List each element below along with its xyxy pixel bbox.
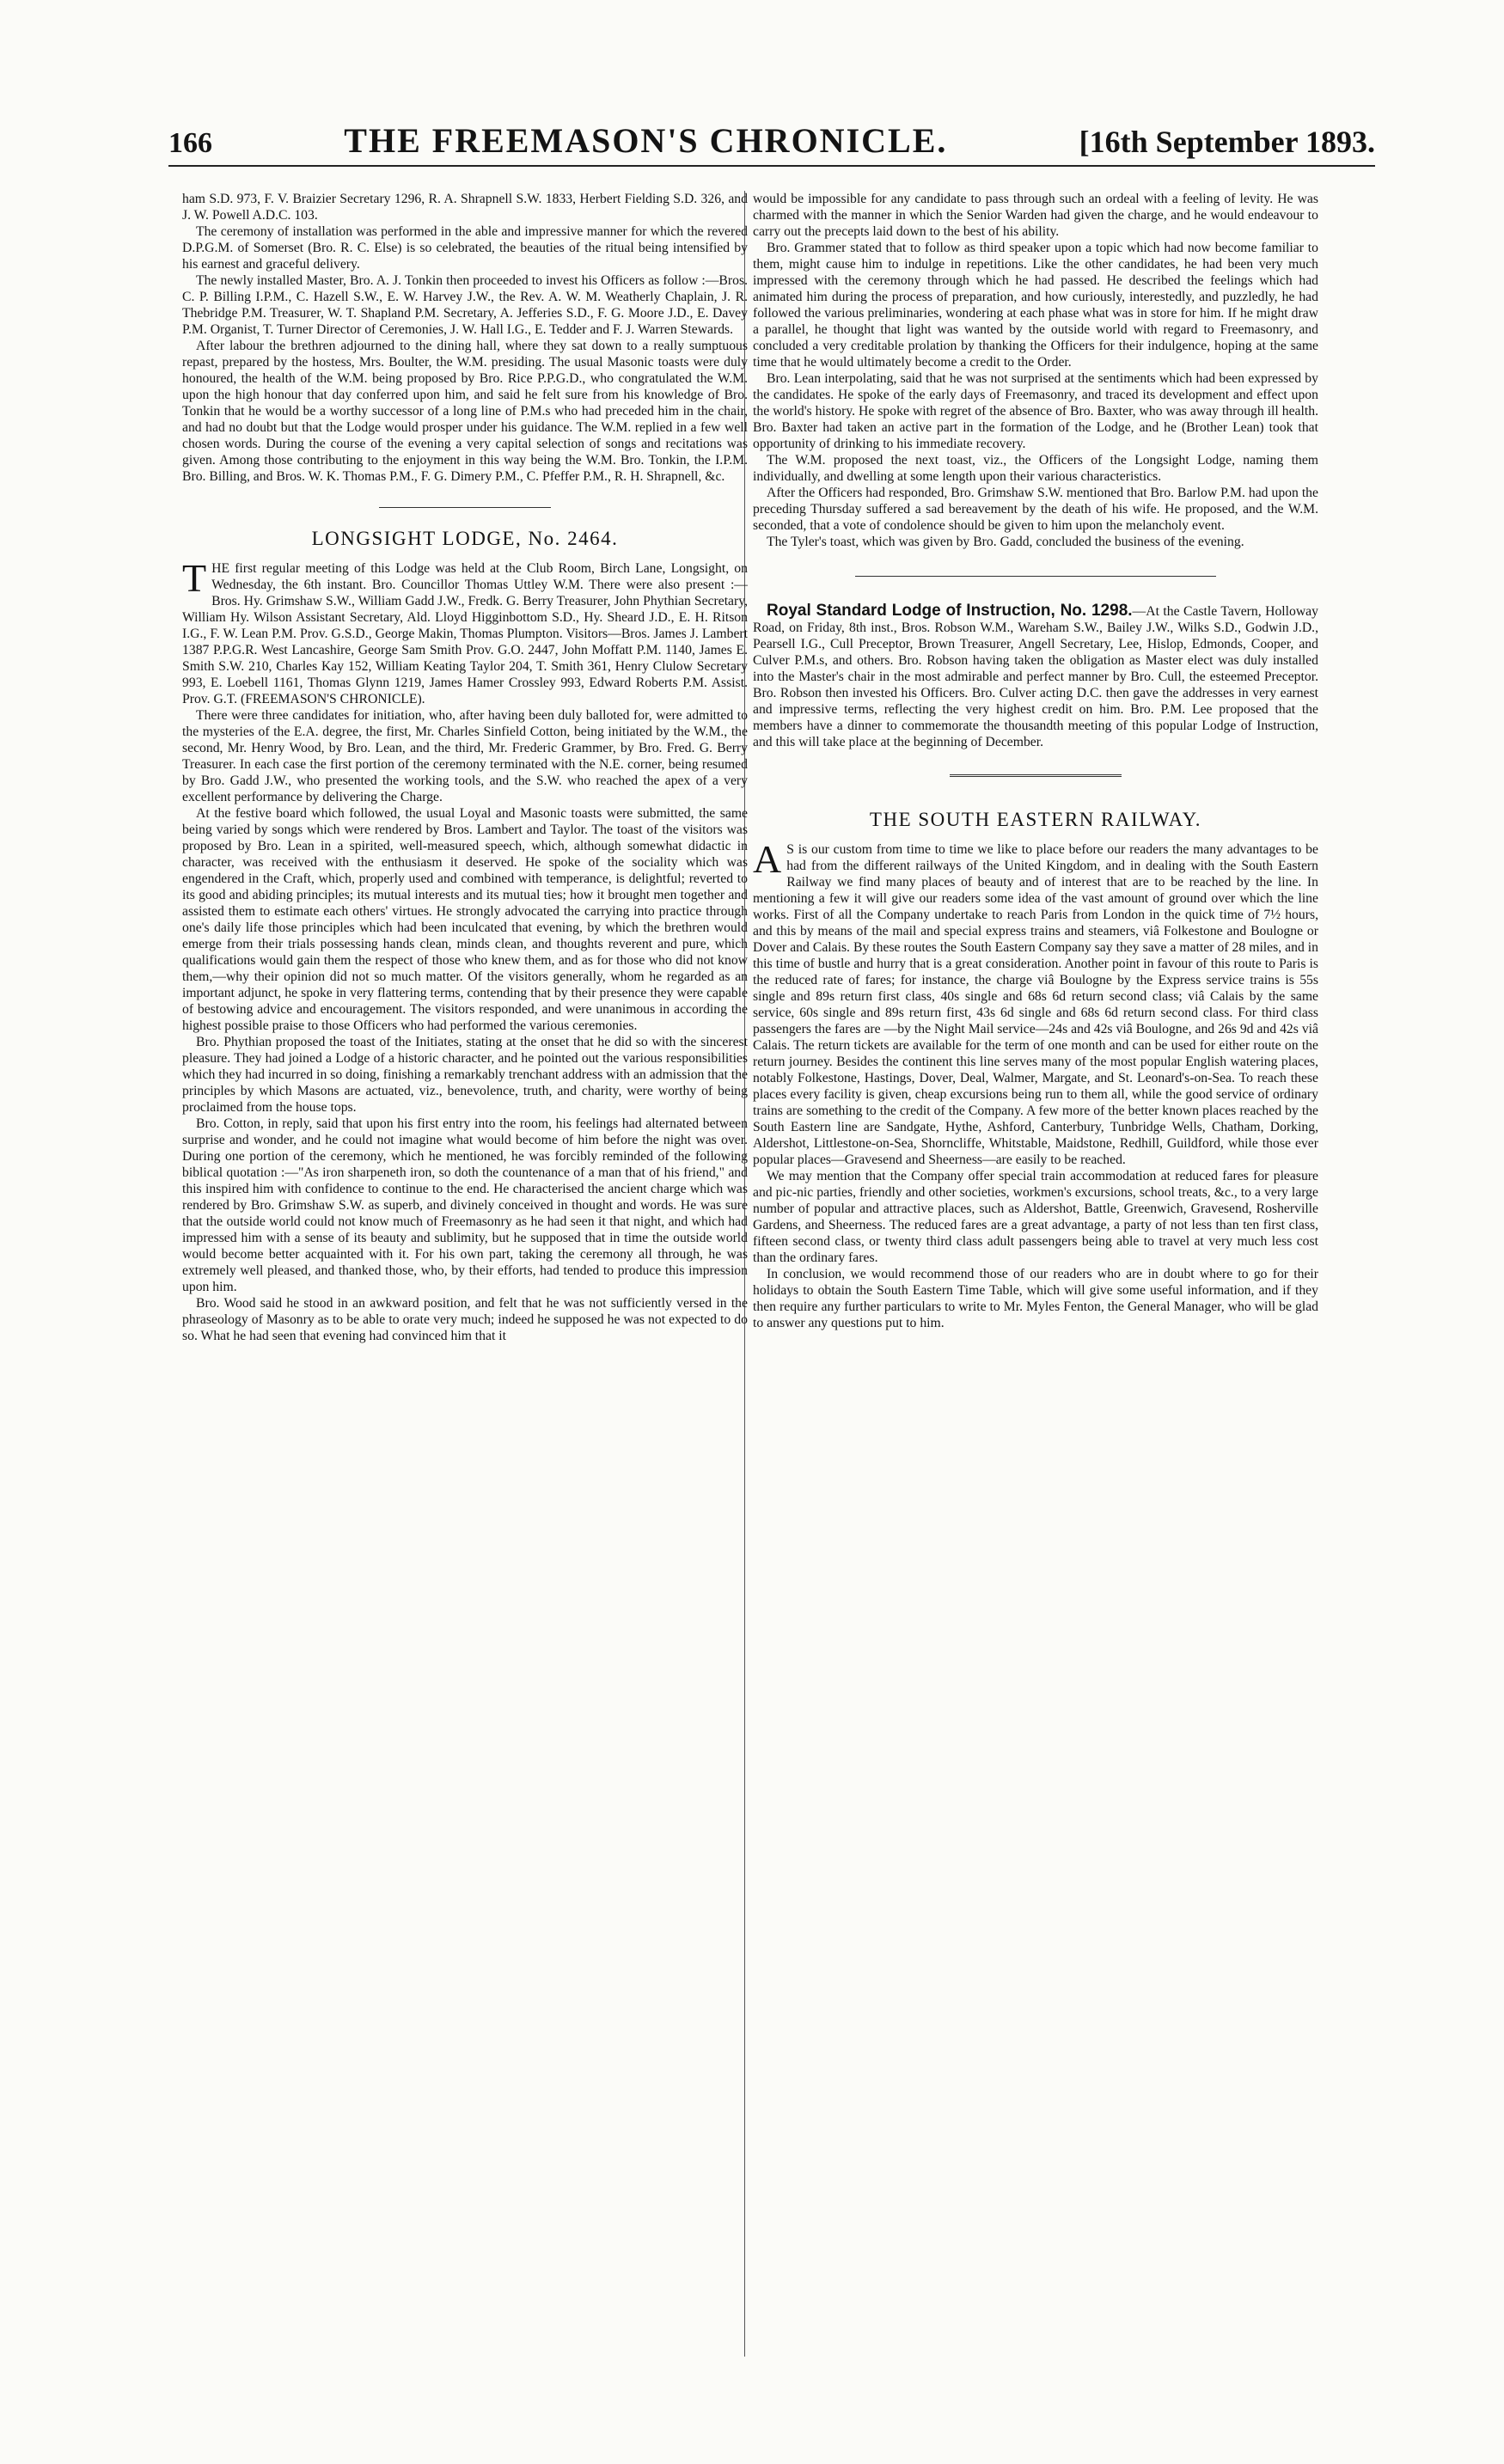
article-paragraph: The W.M. proposed the next toast, viz., the Officers of the Longsight Lodge, naming them individually, and dwelling at some length upon their various characteristics.: [753, 453, 1318, 484]
article-paragraph: The newly installed Master, Bro. A. J. Tonkin then proceeded to invest his Officers as follow :—Bros. C. P. Billing I.P.M., C. Hazell S.W., E. W. Harvey J.W., the Rev. A. W. M. Weatherly Chaplain, J. R. Thebridge P.M. Treasurer, W. T. Shapland P.M. Secretary, A. Jefferies S.D., F. G. Moore J.D., E. Davey P.M. Organist, T. Turner Director of Ceremonies, J. W. Hall I.G., E. Tedder and F. J. Warren Stewards.: [182, 273, 748, 337]
issue-date: [16th September 1893.: [1079, 125, 1375, 159]
article-paragraph: The ceremony of installation was performed in the able and impressive manner for which the revered D.P.G.M. of Somerset (Bro. R. C. Else) is so celebrated, the beauties of the ritual being intensified by his earnest and graceful delivery.: [182, 224, 748, 272]
drop-cap: A: [753, 837, 782, 881]
article-opening: S is our custom from time to time we like to place before our readers the many advantages to be had from the different railways of the United Kingdom, and in dealing with the South Eastern Railway we find many places of beauty and of interest that are to be reached by the line. In mentioning a few it will give our readers some idea of the vast amount of ground over which the line works. First of all the Company undertake to reach Paris from London in the quick time of 7½ hours, and this by means of the mail and special express trains and steamers, viâ Folkestone and Boulogne or Dover and Calais. By these routes the South Eastern Company say they save a matter of 28 miles, and in this time of bustle and hurry that is a great consideration. Another point in favour of this route to Paris is the reduced rate of fares; for instance, the charge viâ Boulogne by the Express service trains is 55s single and 89s return first class, 40s single and 68s 6d return second class; viâ Calais by the same service, 60s single and 89s return first, 43s 6d single and 68s 6d return second class. For third class passengers the fares are —by the Night Mail service—24s and 42s viâ Boulogne, and 26s 9d and 42s viâ Calais. The return tickets are available for the term of one month and can be used for either route on the return journey. Besides the continent this line serves many of the most popular English watering places, notably Folkestone, Hastings, Dover, Deal, Walmer, Margate, and St. Leonard's-on-Sea. To reach these places every facility is given, cheap excursions being run to them all, while the good service of ordinary trains are something to the credit of the Company. A few more of the better known places reached by the South Eastern line are Sandgate, Hythe, Ashford, Canterbury, Tunbridge Wells, Chatham, Dorking, Aldershot, Littlestone-on-Sea, Shorncliffe, Whitstable, Maidstone, Redhill, Guildford, while those ever popular places—Gravesend and Sheerness—are easily to be reached.: [753, 842, 1318, 1167]
article-paragraph: After labour the brethren adjourned to the dining hall, where they sat down to a really sumptuous repast, prepared by the hostess, Mrs. Boulter, the W.M. presiding. The usual Masonic toasts were duly honoured, the health of the W.M. being proposed by Bro. Rice P.P.G.D., who congratulated the W.M. upon the high honour that day conferred upon him, and said he felt sure from his knowledge of Bro. Tonkin that he would be a worthy successor of a long line of P.M.s who had preceded him in the chair, and had no doubt but that the Lodge would prosper under his guidance. The W.M. replied in a few well chosen words. During the course of the evening a very capital selection of songs and recitations was given. Among those contributing to the enjoyment in this way being the W.M. Bro. Tonkin, the I.P.M. Bro. Billing, and Bros. W. K. Thomas P.M., F. G. Dimery P.M., C. Pfeffer P.M., R. H. Shrapnell, &c.: [182, 339, 748, 484]
article-paragraph: Bro. Wood said he stood in an awkward position, and felt that he was not sufficiently versed in the phraseology of Masonry as to be able to orate very much; indeed he supposed he was not expected to do so. What he had seen that evening had convinced him that it: [182, 1296, 748, 1343]
section-rule: [855, 576, 1216, 577]
masthead: [168, 120, 1375, 167]
article-opening: HE first regular meeting of this Lodge was held at the Club Room, Birch Lane, Longsight, on Wednesday, the 6th instant. Bro. Councillor Thomas Uttley W.M. There were also present :— Bros. Hy. Grimshaw S.W., William Gadd J.W., Fredk. G. Berry Treasurer, John Phythian Secretary, William Hy. Wilson Assistant Secretary, Ald. Lloyd Higginbottom S.D., Hy. Sheard J.D., E. H. Ritson I.G., F. W. Lean P.M. Prov. G.S.D., George Makin, Thomas Plumpton. Visitors—Bros. James J. Lambert 1387 P.P.G.R. West Lancashire, George Sam Smith Prov. G.O. 2447, John Moffatt P.M. 1140, James E. Smith S.W. 210, Charles Kay 152, William Keating Taylor 204, T. Smith 361, Henry Clulow Secretary 993, E. Loebell 1161, Thomas Glynn 1219, James Hamer Crossley 993, Edward Roberts P.M. Assist. Prov. G.T. (FREEMASON'S CHRONICLE).: [182, 561, 748, 706]
publication-title: THE FREEMASON'S CHRONICLE.: [344, 121, 948, 160]
longsight-lodge-heading: LONGSIGHT LODGE, No. 2464.: [311, 528, 619, 549]
page-number: 166: [168, 127, 212, 159]
south-eastern-heading: THE SOUTH EASTERN RAILWAY.: [869, 809, 1202, 830]
article-paragraph: Bro. Lean interpolating, said that he was not surprised at the sentiments which had been expressed by the candidates. He spoke of the early days of Freemasonry, and traced its development and effect upon the world's history. He spoke with regret of the absence of Bro. Baxter, who was away through ill health. Bro. Baxter had taken an active part in the formation of the Lodge, and he (Brother Lean) took that opportunity of drinking to his immediate recovery.: [753, 371, 1318, 451]
royal-standard-body: —At the Castle Tavern, Holloway Road, on Friday, 8th inst., Bros. Robson W.M., Wareham S.W., Bailey J.W., Wilks S.D., Godwin J.D., Pearsell I.G., Cull Preceptor, Brown Treasurer, Angell Secretary, Lee, Hislop, Edmonds, Cooper, and Culver P.M.s, and others. Bro. Robson having taken the obligation as Master elect was duly installed into the Master's chair in the most admirable and perfect manner by Bro. Cull, the esteemed Preceptor. Bro. Robson then invested his Officers. Bro. Culver acting D.C. then gave the addresses in very earnest and impressive terms, reflecting the very highest credit on him. Bro. P.M. Lee proposed that the members have a dinner to commemorate the thousandth meeting of this popular Lodge of Instruction, and this will take place at the beginning of December.: [753, 604, 1318, 749]
article-paragraph: At the festive board which followed, the usual Loyal and Masonic toasts were submitted, the same being varied by songs which were rendered by Bros. Lambert and Taylor. The toast of the visitors was proposed by Bro. Lean in a spirited, well-measured speech, which, although somewhat didactic in character, was received with the enthusiasm it deserved. He spoke of the sociality which was engendered in the Craft, which, properly used and combined with temperance, is delightful; reverted to its good and abiding principles; its mutual interests and its mutual ties; how it brought men together and assisted them to estimate each others' virtues. He strongly advocated the carrying into practice through one's daily life those principles which had been inculcated that evening, by which the brethren would emerge from their trials possessing hands clean, minds clean, and thoughts reverent and pure, which qualifications would gain them the respect of those who knew them, and as for those who did not know them,—why their opinion did not so much matter. Of the visitors generally, whom he regarded as an important adjunct, he spoke in very flattering terms, contending that by their presence they were capable of bestowing advice and encouragement. The visitors responded, and were unanimous in according the highest possible praise to those Officers who had performed the various ceremonies.: [182, 806, 748, 1033]
article-paragraph: Bro. Phythian proposed the toast of the Initiates, stating at the onset that he did so with the sincerest pleasure. They had joined a Lodge of a historic character, and he pointed out the various responsibilities which they had incurred in so doing, finishing a remarkably trenchant address with an admission that the principles by which Masons are actuated, viz., benevolence, truth, and charity, were worthy of being proclaimed from the house tops.: [182, 1035, 748, 1115]
article-paragraph: [753, 837, 1318, 1168]
article-paragraph: [182, 556, 748, 707]
royal-standard-title: Royal Standard Lodge of Instruction, No. 1298.: [767, 602, 1133, 620]
article-paragraph: ham S.D. 973, F. V. Braizier Secretary 1296, R. A. Shrapnell S.W. 1833, Herbert Fielding S.D. 326, and J. W. Powell A.D.C. 103.: [182, 192, 748, 223]
article-paragraph: would be impossible for any candidate to pass through such an ordeal with a feeling of levity. He was charmed with the manner in which the Senior Warden had given the charge, and he would endeavour to carry out the precepts laid down to the best of his ability.: [753, 192, 1318, 239]
article-paragraph: In conclusion, we would recommend those of our readers who are in doubt where to go for their holidays to obtain the South Eastern Time Table, which will give some useful information, and if they then require any further particulars to write to Mr. Myles Fenton, the General Manager, who will be glad to answer any questions put to him.: [753, 1267, 1318, 1330]
article-paragraph: There were three candidates for initiation, who, after having been duly balloted for, were admitted to the mysteries of the E.A. degree, the first, Mr. Charles Sinfield Cotton, being initiated by the W.M., the second, Mr. Henry Wood, by Bro. Lean, and the third, Mr. Frederic Grammer, by Bro. Fred. G. Berry Treasurer. In each case the first portion of the ceremony terminated with the N.E. corner, being resumed by Bro. Gadd J.W., who presented the working tools, and the S.W. who reached the apex of a very excellent performance by delivering the Charge.: [182, 708, 748, 804]
section-rule: [950, 774, 1122, 777]
right-column: [753, 191, 1318, 1331]
royal-standard-notice: [753, 602, 1318, 750]
drop-cap: T: [182, 556, 207, 600]
article-paragraph: Bro. Cotton, in reply, said that upon his first entry into the room, his feelings had alternated between surprise and wonder, and he could not imagine what would become of him before the night was over. During one portion of the ceremony, which he mentioned, he was forcibly reminded of the following biblical quotation :—"As iron sharpeneth iron, so doth the countenance of a man that of his friend," and this inspired him with confidence to continue to the end. He characterised the ancient charge which was rendered by Bro. Grimshaw S.W. as superb, and divinely conceived in thought and words. He was sure that the outside world could not know much of Freemasonry as he had seen it that night, and which had impressed him with a sense of its beauty and sublimity, but he supposed that in time the outside world would become better acquainted with it. For his own part, taking the ceremony all through, he was extremely well pleased, and thanked those, who, by their efforts, had tended to produce this impression upon him.: [182, 1116, 748, 1294]
section-rule: [379, 507, 551, 508]
article-paragraph: Bro. Grammer stated that to follow as third speaker upon a topic which had now become familiar to them, might cause him to indulge in repetitions. Like the other candidates, he had been very much impressed with the ceremony through which he had passed. He described the feelings which had animated him during the process of preparation, and how curiously, interestedly, and puzzledly, he had followed the various preliminaries, wondering at each phase what was in store for him. If he might draw a parallel, he thought that light was wanted by the outside world with regard to Freemasonry, and concluded a very creditable prolation by thanking the Officers for their indulgence, hoping at the same time that he would ultimately become a credit to the Order.: [753, 241, 1318, 370]
article-paragraph: We may mention that the Company offer special train accommodation at reduced fares for pleasure and pic-nic parties, friendly and other societies, workmen's excursions, school treats, &c., to a very large number of popular and attractive places, such as Aldershot, Battle, Greenwich, Gravesend, Rosherville Gardens, and Sheerness. The reduced fares are a great advantage, a party of not less than ten first class, fifteen second class, or twenty third class adult passengers being able to travel at very much less cost than the ordinary fares.: [753, 1169, 1318, 1265]
article-paragraph: The Tyler's toast, which was given by Bro. Gadd, concluded the business of the evening.: [767, 535, 1244, 549]
article-paragraph: After the Officers had responded, Bro. Grimshaw S.W. mentioned that Bro. Barlow P.M. had upon the preceding Thursday suffered a sad bereavement by the death of his wife. He proposed, and the W.M. seconded, that a vote of condolence should be given to him upon the melancholy event.: [753, 486, 1318, 533]
left-column: [182, 191, 748, 1344]
